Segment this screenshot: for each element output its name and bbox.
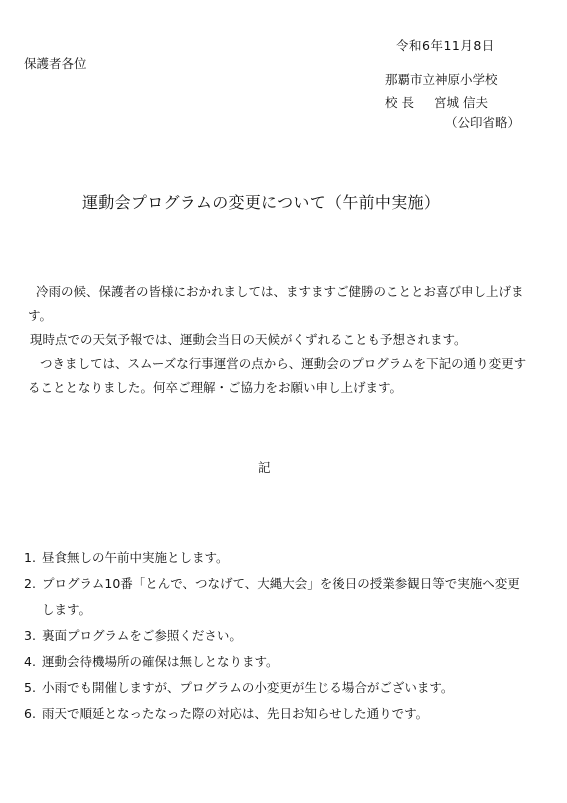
principal-name: 宮城 信夫: [433, 95, 488, 110]
item-text: プログラム10番「とんで、つなげて、大縄大会」を後日の授業参観日等で実施へ変更します。: [42, 576, 520, 617]
document-body: [28, 280, 528, 400]
seal-note: （公印省略）: [445, 115, 521, 130]
item-text: 小雨でも開催しますが、プログラムの小変更が生じる場合がございます。: [42, 680, 454, 695]
list-item: [24, 649, 524, 675]
item-text: 運動会待機場所の確保は無しとなります。: [42, 654, 279, 669]
body-paragraph-1: 冷雨の候、保護者の皆様におかれましては、ますますご健勝のこととお喜び申し上げます。: [28, 284, 524, 323]
item-number: 6.: [24, 706, 36, 721]
ki-heading: 記: [258, 460, 271, 475]
addressee: 保護者各位: [24, 56, 87, 71]
body-paragraph-3: つきましては、スムーズな行事運営の点から、運動会のプログラムを下記の通り変更することとなりました。何卒ご理解・ご協力をお願い申し上げます。: [28, 356, 527, 395]
item-number: 3.: [24, 628, 36, 643]
item-number: 5.: [24, 680, 36, 695]
item-text: 昼食無しの午前中実施とします。: [42, 550, 229, 565]
document-title: 運動会プログラムの変更について（午前中実施）: [82, 193, 441, 212]
item-text: 裏面プログラムをご参照ください。: [42, 628, 242, 643]
principal-title: 校 長: [385, 95, 414, 110]
body-paragraph-2: 現時点での天気予報では、運動会当日の天候がくずれることも予想されます。: [30, 332, 467, 347]
change-item-list: [24, 545, 524, 727]
item-number: 4.: [24, 654, 36, 669]
item-number: 2.: [24, 576, 36, 591]
item-number: 1.: [24, 550, 36, 565]
principal-line: [385, 95, 488, 111]
list-item: [24, 701, 524, 727]
document-date: 令和6年11月8日: [396, 38, 495, 53]
list-item: [24, 571, 524, 623]
school-name: 那覇市立神原小学校: [385, 72, 498, 87]
list-item: [24, 545, 524, 571]
item-text: 雨天で順延となったなった際の対応は、先日お知らせした通りです。: [42, 706, 429, 721]
list-item: [24, 623, 524, 649]
list-item: [24, 675, 524, 701]
